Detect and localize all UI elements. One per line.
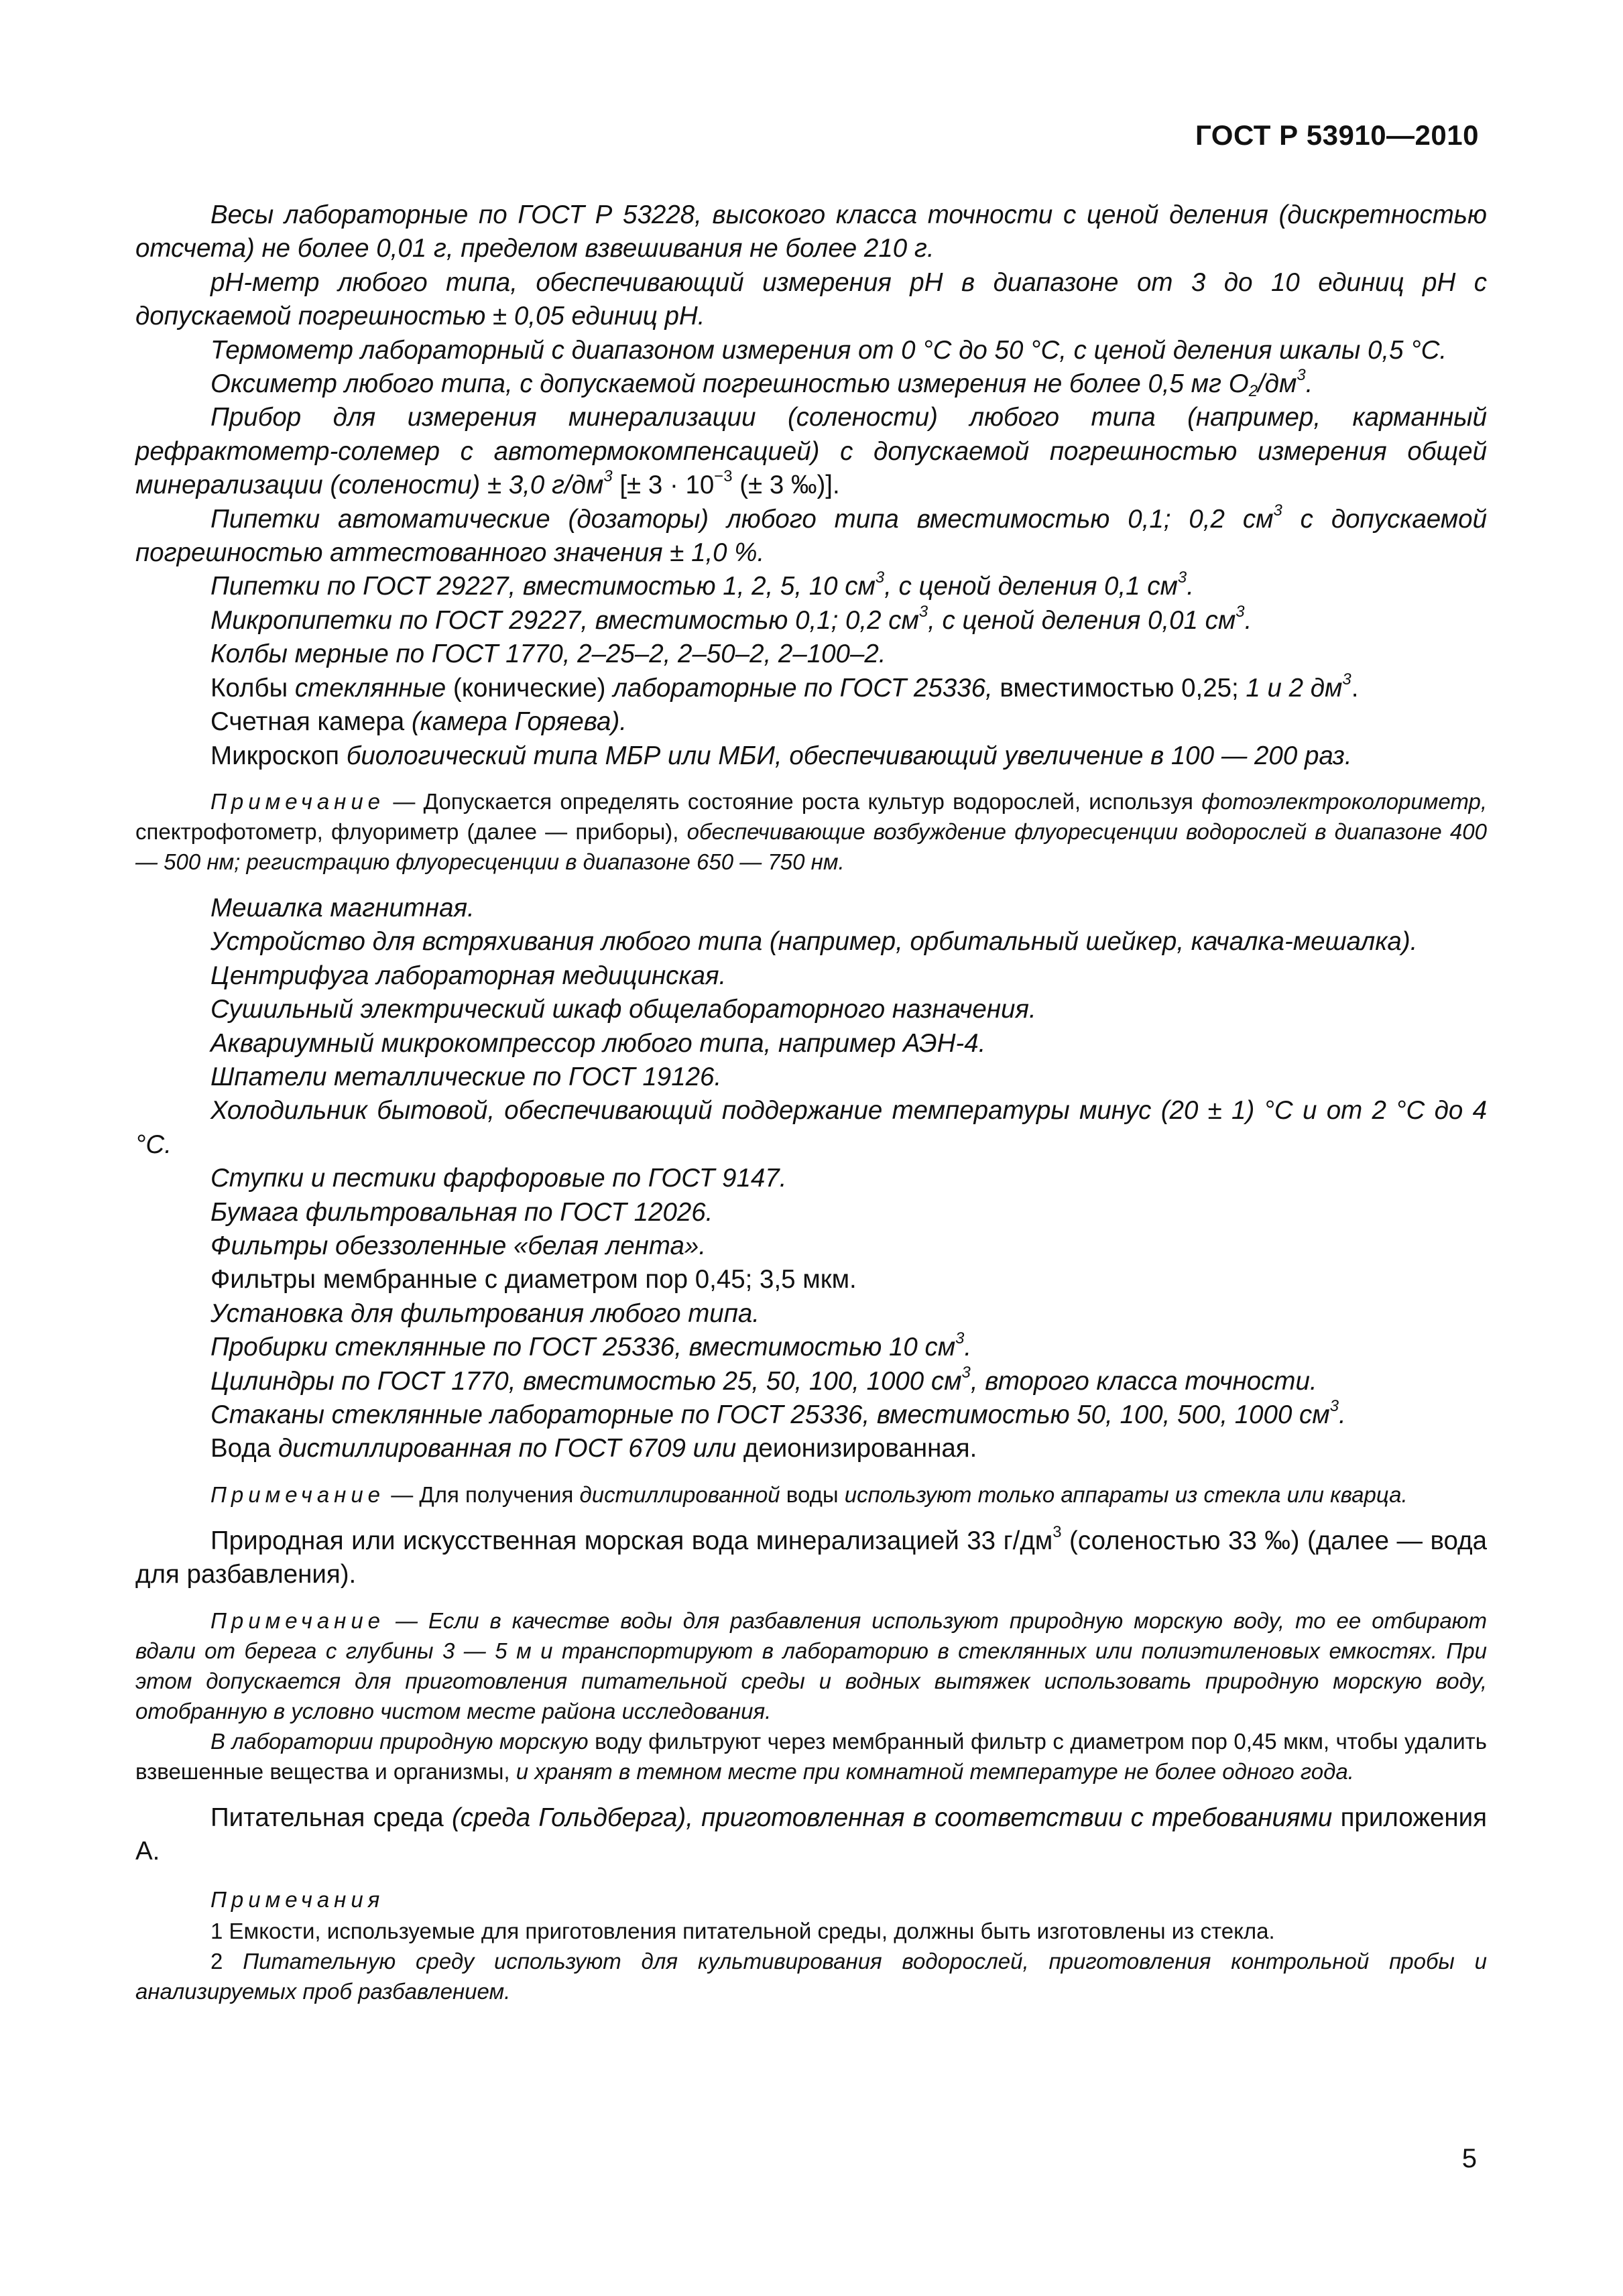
note-2-a: Для получения bbox=[419, 1482, 580, 1507]
cylinders-item bbox=[135, 1365, 1487, 1398]
pipettes-superscript: 3 bbox=[875, 568, 885, 587]
counting-chamber-b: (камера Горяева). bbox=[411, 707, 627, 737]
body-text bbox=[135, 198, 1487, 2006]
micropipettes-item bbox=[135, 604, 1487, 638]
pipettes-mid: , с ценой деления 0,1 см bbox=[884, 572, 1178, 601]
page-number: 5 bbox=[1461, 2144, 1477, 2173]
auto-pipettes-tail: с допускаемой погрешностью аттестованного значения ± 1,0 %. bbox=[135, 504, 1488, 568]
micropipettes-superscript: 3 bbox=[918, 602, 928, 621]
notes-final-item-2-text: Питательную среду используют для культивирования водорослей, приготовления контрольной пробы и анализируемых проб разбавлением. bbox=[135, 1949, 1487, 2004]
note-3 bbox=[135, 1606, 1487, 1726]
note-2-d: используют только аппараты из стекла или кварца. bbox=[844, 1482, 1408, 1507]
measuring-flasks-item: Колбы мерные по ГОСТ 1770, 2–25–2, 2–50–2, 2–100–2. bbox=[211, 640, 886, 669]
note-3-text: Если в качестве воды для разбавления используют природную морскую воду, то ее отбирают вдали от берега с глубины 3 — 5 м и транспортируют в лабораторию в стеклянных или полиэтиленовых емкостях. При этом допускается для приготовления питательной среды и водных вытяжек использовать природную морскую воду, отобранную в условно чистом месте района исследования. bbox=[135, 1608, 1487, 1724]
ph-meter-item bbox=[135, 266, 1487, 334]
microscope-item bbox=[135, 739, 1487, 773]
cylinders-end: , второго класса точности. bbox=[970, 1366, 1317, 1396]
oximeter-item bbox=[135, 367, 1487, 401]
thermometer-item: Термометр лабораторный с диапазоном измерения от 0 °C до 50 °C, с ценой деления шкалы 0,5 °C. bbox=[211, 335, 1447, 365]
water-a: Вода bbox=[211, 1434, 278, 1463]
notes-final-item-2 bbox=[135, 1946, 1487, 2006]
test-tubes-end: . bbox=[964, 1333, 972, 1362]
salinity-superscript: 3 bbox=[603, 467, 613, 486]
ph-meter-text: pH-метр любого типа, обеспечивающий измерения pH в диапазоне от 3 до 10 единиц pH с допускаемой погрешностью ± 0,05 единиц pH. bbox=[135, 267, 1487, 331]
salinity-tail2: (± 3 ‰)]. bbox=[732, 471, 840, 500]
seawater-item bbox=[135, 1524, 1487, 1592]
auto-pipettes-item bbox=[135, 503, 1487, 570]
microscope-b: биологический типа МБР или МБИ, обеспечивающий увеличение в 100 — 200 раз. bbox=[346, 741, 1352, 770]
note-3-p2a: В лаборатории природную морскую bbox=[211, 1728, 589, 1754]
filter-paper-item: Бумага фильтровальная по ГОСТ 12026. bbox=[211, 1197, 713, 1227]
glass-flasks-end: . bbox=[1351, 673, 1359, 703]
glass-flasks-f: 1 и 2 дм bbox=[1246, 673, 1343, 703]
note-2-b: дистиллированной bbox=[579, 1482, 780, 1507]
microscope-a: Микроскоп bbox=[211, 741, 347, 770]
notes-final-label: Примечания bbox=[211, 1887, 385, 1913]
notes-final-heading bbox=[135, 1884, 1487, 1915]
seawater-superscript: 3 bbox=[1053, 1522, 1062, 1541]
filtration-unit-item: Установка для фильтрования любого типа. bbox=[211, 1298, 760, 1328]
micropipettes-superscript2: 3 bbox=[1236, 602, 1245, 621]
glass-flasks-e: вместимостью 0,25; bbox=[992, 673, 1246, 703]
medium-c: приложения А. bbox=[135, 1803, 1487, 1866]
glass-flasks-a: Колбы bbox=[211, 673, 295, 703]
water-c: деионизированная. bbox=[736, 1434, 977, 1463]
drying-cabinet-item: Сушильный электрический шкаф общелабораторного назначения. bbox=[211, 995, 1036, 1024]
centrifuge-item: Центрифуга лабораторная медицинская. bbox=[211, 961, 727, 990]
oximeter-subscript: 2 bbox=[1248, 381, 1258, 400]
cylinders-superscript: 3 bbox=[961, 1363, 971, 1382]
micropipettes-text: Микропипетки по ГОСТ 29227, вместимостью 0,1; 0,2 см bbox=[211, 605, 919, 635]
micropipettes-end: . bbox=[1244, 605, 1252, 635]
pipettes-item bbox=[135, 570, 1487, 603]
seawater-text: Природная или искусственная морская вода минерализацией 33 г/дм bbox=[211, 1526, 1053, 1555]
note-3-paragraph-2 bbox=[135, 1726, 1487, 1787]
membrane-filters-item: Фильтры мембранные с диаметром пор 0,45; 3,5 мкм. bbox=[211, 1265, 857, 1294]
spatulas-item: Шпатели металлические по ГОСТ 19126. bbox=[211, 1062, 722, 1091]
note-1-b: фотоэлектроколориметр, bbox=[1201, 788, 1487, 814]
note-2-dash: — bbox=[385, 1482, 420, 1507]
beakers-item bbox=[135, 1398, 1487, 1432]
note-2-label: Примечание bbox=[211, 1482, 385, 1507]
note-1-d: обеспечивающие возбуждение флуоресценции водорослей в диапазоне 400 — 500 нм; регистрацию флуоресценции в диапазоне 650 — 750 нм. bbox=[135, 819, 1487, 874]
oximeter-superscript: 3 bbox=[1297, 366, 1306, 385]
counting-chamber-item bbox=[135, 705, 1487, 739]
note-1-dash: — bbox=[385, 788, 424, 814]
refrigerator-item: Холодильник бытовой, обеспечивающий поддержание температуры минус (20 ± 1) °C и от 2 °C до 4 °C. bbox=[135, 1096, 1487, 1159]
pipettes-end: . bbox=[1187, 572, 1194, 601]
note-1 bbox=[135, 786, 1487, 877]
aquarium-compressor-item: Аквариумный микрокомпрессор любого типа, например АЭН-4. bbox=[211, 1028, 986, 1058]
ashless-filters-item: Фильтры обеззоленные «белая лента». bbox=[211, 1231, 707, 1260]
oximeter-end: . bbox=[1305, 369, 1313, 399]
water-b: дистиллированная по ГОСТ 6709 или bbox=[278, 1434, 737, 1463]
water-item bbox=[135, 1432, 1487, 1465]
glass-flasks-d: лабораторные по ГОСТ 25336, bbox=[613, 673, 993, 703]
note-2-c: воды bbox=[780, 1482, 845, 1507]
oximeter-text: Оксиметр любого типа, с допускаемой погрешностью измерения не более 0,5 мг O bbox=[211, 369, 1249, 399]
note-1-a: Допускается определять состояние роста культур водорослей, используя bbox=[423, 788, 1202, 814]
medium-a: Питательная среда bbox=[211, 1803, 452, 1832]
glass-flasks-b: стеклянные bbox=[294, 673, 446, 703]
seawater-end: (соленостью 33 ‰) (далее — вода для разбавления). bbox=[135, 1526, 1487, 1589]
salinity-superscript2: −3 bbox=[714, 467, 733, 486]
glass-flasks-c: (конические) bbox=[446, 673, 613, 703]
note-3-label: Примечание bbox=[211, 1608, 385, 1633]
salinity-tail1: [± 3 · 10 bbox=[612, 471, 715, 500]
note-3-p2c: и хранят в темном месте при комнатной температуре не более одного года. bbox=[516, 1758, 1354, 1784]
test-tubes-text: Пробирки стеклянные по ГОСТ 25336, вместимостью 10 см bbox=[211, 1333, 956, 1362]
glass-flasks-superscript: 3 bbox=[1342, 670, 1351, 688]
notes-final-item-2-number: 2 bbox=[211, 1949, 243, 1974]
notes-final-item-1: 1 Емкости, используемые для приготовления питательной среды, должны быть изготовлены из стекла. bbox=[211, 1919, 1275, 1944]
cylinders-text: Цилиндры по ГОСТ 1770, вместимостью 25, 50, 100, 1000 см bbox=[211, 1366, 962, 1396]
glass-flasks-item bbox=[135, 672, 1487, 705]
beakers-end: . bbox=[1338, 1400, 1346, 1429]
pipettes-text: Пипетки по ГОСТ 29227, вместимостью 1, 2, 5, 10 см bbox=[211, 572, 876, 601]
salinity-text: Прибор для измерения минерализации (солености) любого типа (например, карманный рефрактометр-солемер с автотермокомпенсацией) с допускаемой погрешностью измерения общей минерализации (солености) ± 3,0 г/дм bbox=[135, 403, 1487, 500]
note-1-label: Примечание bbox=[211, 788, 385, 814]
note-3-dash: — bbox=[385, 1608, 429, 1633]
magnetic-stirrer-item: Мешалка магнитная. bbox=[211, 893, 475, 922]
note-2 bbox=[135, 1479, 1487, 1510]
test-tubes-item bbox=[135, 1331, 1487, 1364]
document-number: ГОСТ Р 53910—2010 bbox=[1195, 119, 1479, 151]
pipettes-superscript2: 3 bbox=[1177, 568, 1187, 587]
counting-chamber-a: Счетная камера bbox=[211, 707, 412, 737]
nutrient-medium-item bbox=[135, 1801, 1487, 1869]
medium-b: (среда Гольдберга), приготовленная в соответствии с требованиями bbox=[451, 1803, 1333, 1832]
test-tubes-superscript: 3 bbox=[955, 1329, 965, 1348]
scales-item: Весы лабораторные по ГОСТ Р 53228, высокого класса точности с ценой деления (дискретностью отсчета) не более 0,01 г, пределом взвешивания не более 210 г. bbox=[135, 200, 1487, 263]
mortars-item: Ступки и пестики фарфоровые по ГОСТ 9147. bbox=[211, 1164, 787, 1193]
auto-pipettes-superscript: 3 bbox=[1273, 501, 1282, 520]
salinity-meter-item bbox=[135, 401, 1487, 502]
beakers-text: Стаканы стеклянные лабораторные по ГОСТ 25336, вместимостью 50, 100, 500, 1000 см bbox=[211, 1400, 1330, 1429]
note-3-p2b: воду фильтруют через мембранный фильтр с диаметром пор 0,45 мкм, чтобы удалить взвешенные вещества и организмы, bbox=[135, 1728, 1487, 1784]
shaker-item: Устройство для встряхивания любого типа (например, орбитальный шейкер, качалка-мешалка). bbox=[211, 927, 1418, 957]
micropipettes-mid: , с ценой деления 0,01 см bbox=[928, 605, 1236, 635]
oximeter-unit: /дм bbox=[1257, 369, 1297, 399]
auto-pipettes-text: Пипетки автоматические (дозаторы) любого типа вместимостью 0,1; 0,2 см bbox=[211, 504, 1274, 534]
beakers-superscript: 3 bbox=[1329, 1397, 1339, 1416]
note-1-c: спектрофотометр, флуориметр (далее — приборы), bbox=[135, 819, 687, 844]
